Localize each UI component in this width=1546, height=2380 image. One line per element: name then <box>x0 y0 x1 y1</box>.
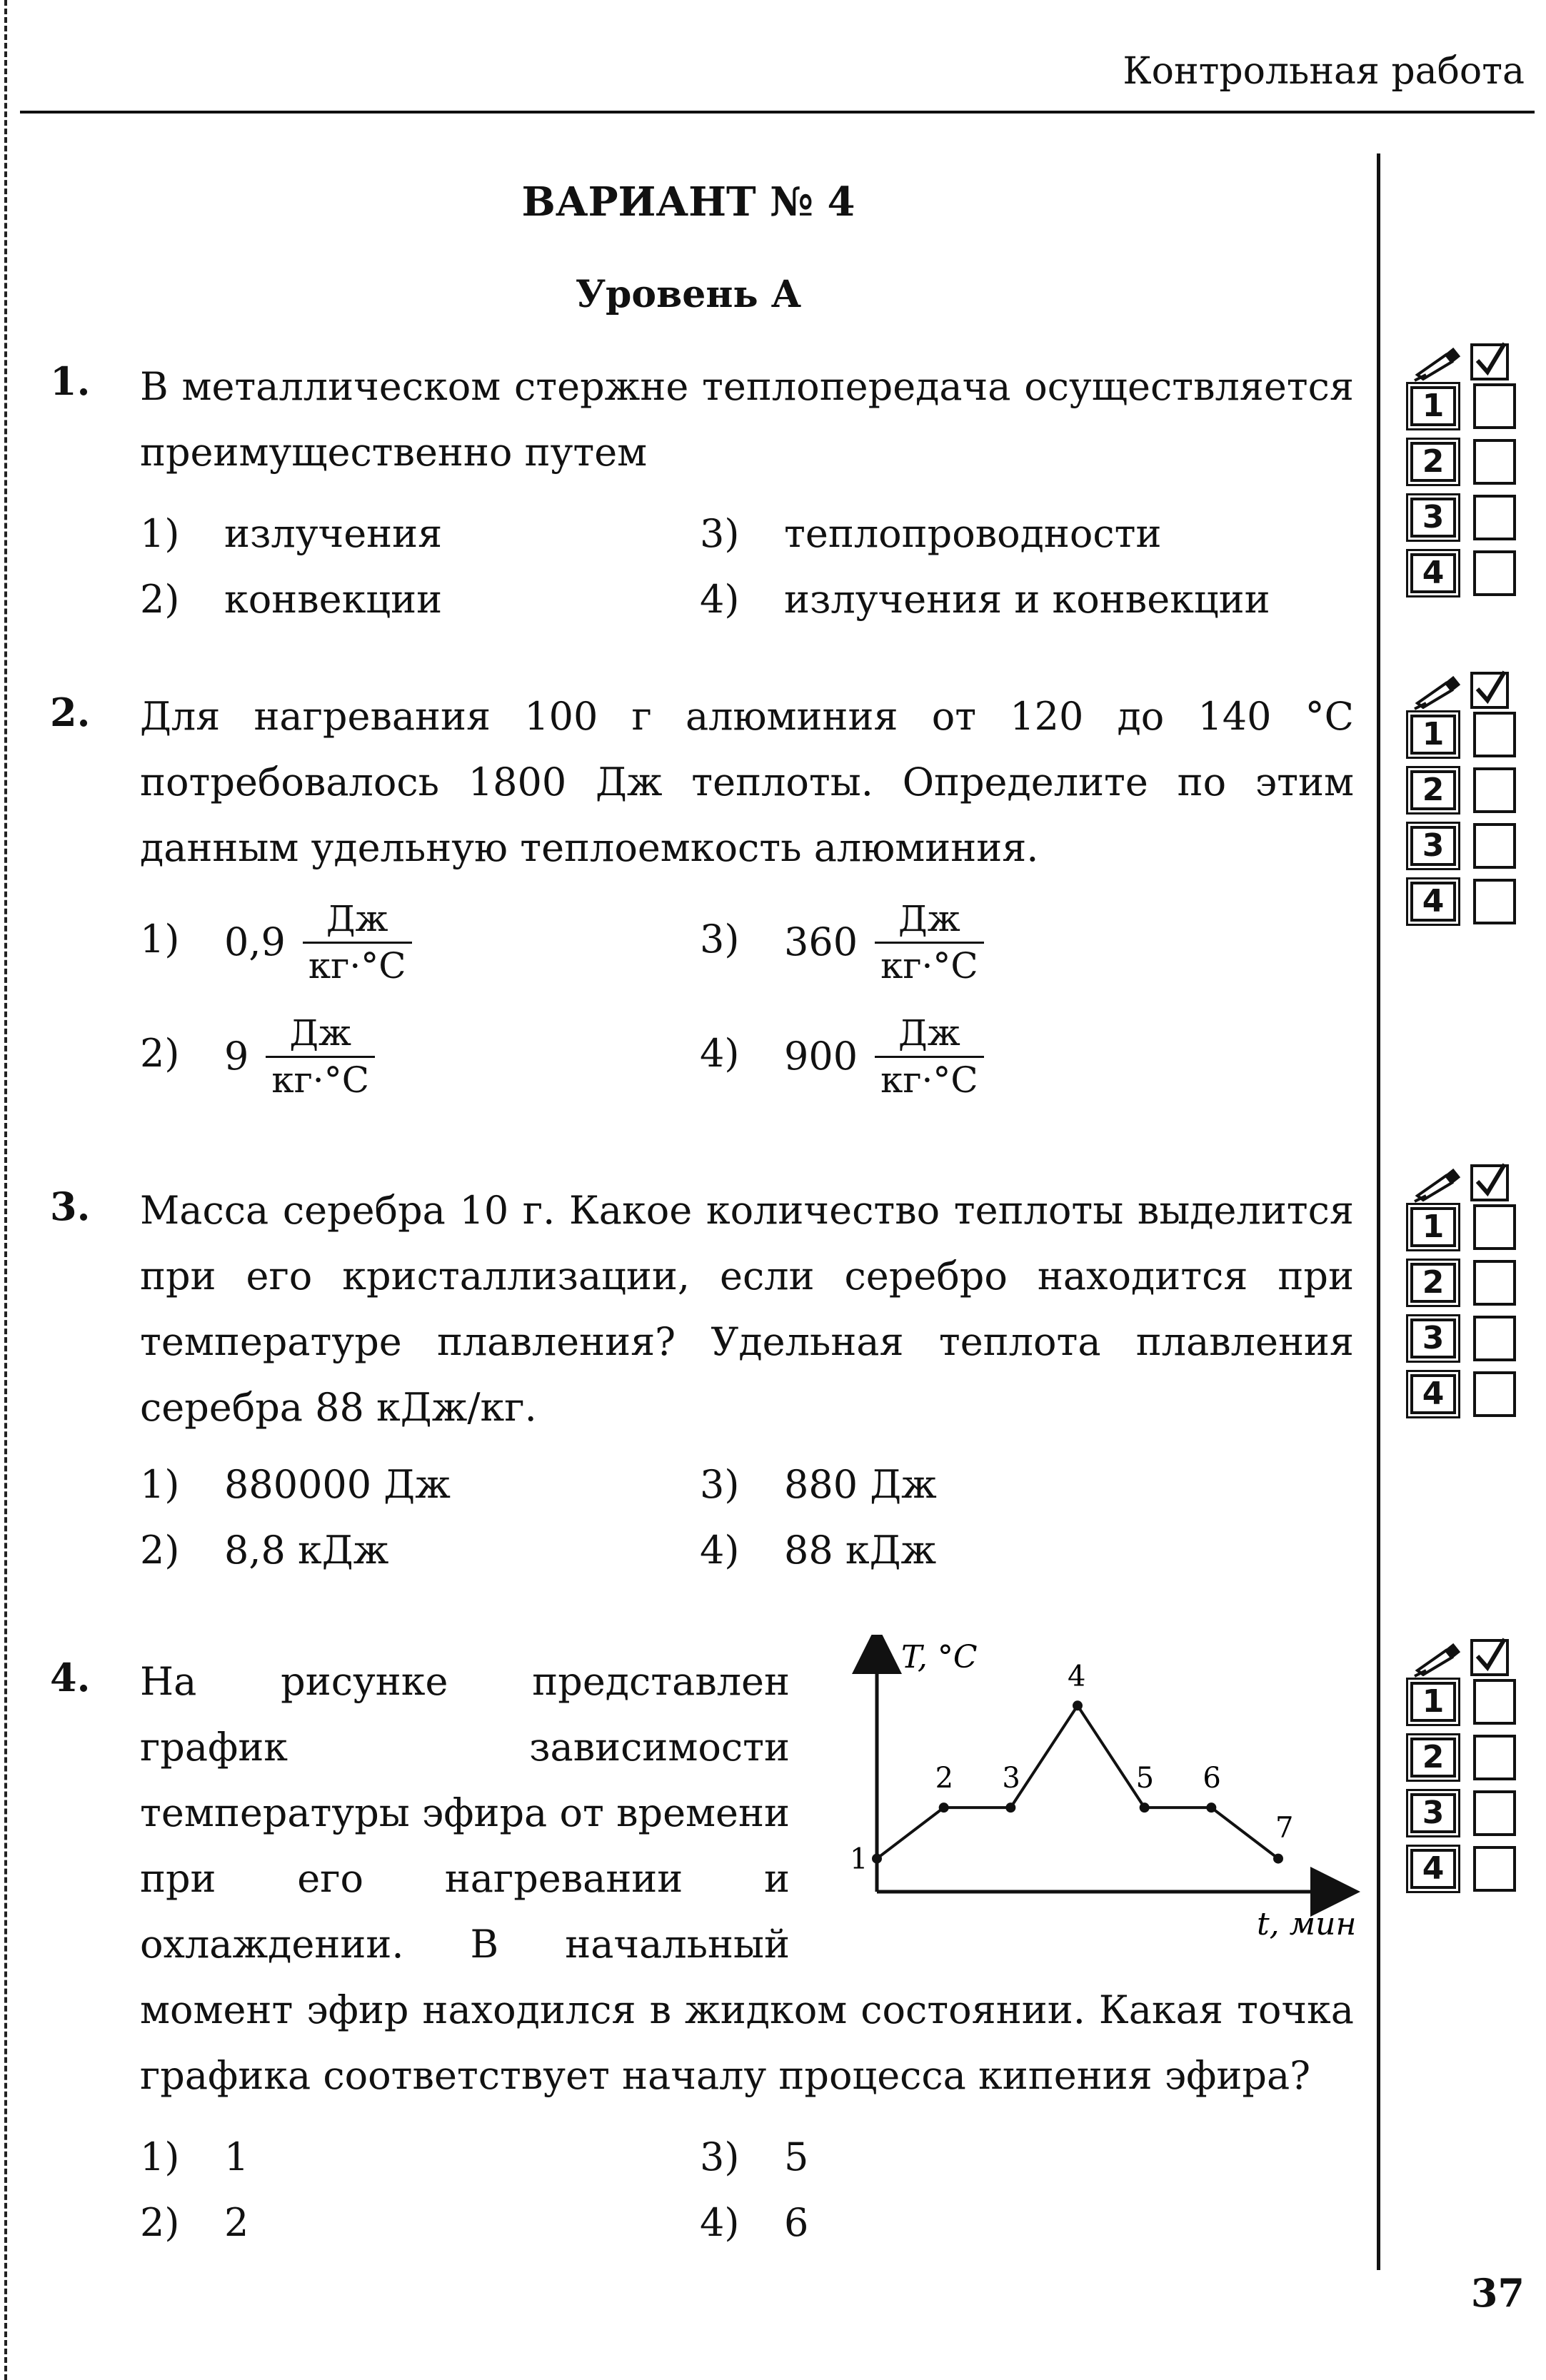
answer-checkbox[interactable] <box>1473 1204 1516 1250</box>
answer-header-icons <box>1410 1160 1525 1207</box>
unit-fraction: $\frac{Дж}{кг\cdot^\circ С}$ <box>875 1010 984 1102</box>
answer-checkbox[interactable] <box>1473 879 1516 924</box>
pen-icon <box>1415 1645 1459 1676</box>
answer-checkbox[interactable] <box>1473 495 1516 540</box>
answer-option-row <box>1410 826 1525 882</box>
question-3-option-4: 4) 88 кДж <box>700 1528 937 1573</box>
question-4-option-3: 3) 5 <box>700 2134 809 2179</box>
answer-number-box: 2 <box>1410 1263 1456 1303</box>
answer-number-box: 1 <box>1410 715 1456 755</box>
answer-checkbox[interactable] <box>1473 1846 1516 1892</box>
answer-option-row <box>1410 498 1525 553</box>
answer-column-divider <box>1377 153 1380 2270</box>
answer-option-row <box>1410 1682 1525 1738</box>
answer-option-row <box>1410 553 1525 609</box>
graph-point-label-5: 5 <box>1135 1762 1155 1795</box>
answer-header-icons <box>1410 1635 1525 1682</box>
checkbox-check-icon <box>1472 672 1507 707</box>
question-2-option-4: 4) 900 $\frac{Дж}{кг\cdot^\circ С}$ <box>700 1010 984 1102</box>
answer-block-q3 <box>1410 1160 1525 1430</box>
running-header: Контрольная работа <box>1123 50 1525 93</box>
question-4-option-1: 1) 1 <box>140 2134 249 2179</box>
unit-fraction: $\frac{Дж}{кг\cdot^\circ С}$ <box>266 1010 375 1102</box>
graph-point-label-7: 7 <box>1275 1811 1294 1845</box>
y-axis-label: T, °C <box>901 1639 978 1675</box>
answer-number-box: 1 <box>1410 1682 1456 1722</box>
answer-option-row <box>1410 715 1525 770</box>
header-rule <box>20 111 1535 114</box>
answer-option-row <box>1410 1374 1525 1430</box>
answer-option-row <box>1410 1793 1525 1849</box>
level-title: Уровень А <box>575 273 802 316</box>
graph-point-label-1: 1 <box>850 1842 868 1876</box>
page-number: 37 <box>1470 2270 1525 2316</box>
graph-point-label-3: 3 <box>1002 1762 1020 1795</box>
question-3-option-1: 1) 880000 Дж <box>140 1462 451 1507</box>
answer-checkbox[interactable] <box>1473 712 1516 757</box>
answer-checkbox[interactable] <box>1473 767 1516 813</box>
answer-number-box: 3 <box>1410 1793 1456 1833</box>
question-1-number: 1. <box>50 358 91 404</box>
graph-point-6 <box>1206 1802 1216 1812</box>
question-4-option-2: 2) 2 <box>140 2200 249 2245</box>
left-cut-line <box>4 0 7 2380</box>
graph-point-2 <box>939 1802 949 1812</box>
answer-number-box: 4 <box>1410 1849 1456 1889</box>
answer-number-box: 3 <box>1410 1318 1456 1358</box>
answer-number-box: 2 <box>1410 770 1456 810</box>
answer-option-row <box>1410 1207 1525 1263</box>
question-1-text: В металлическом стержне теплопередача осуществляется преимущественно путем <box>140 364 1354 475</box>
answer-checkbox[interactable] <box>1473 1316 1516 1361</box>
question-2-number: 2. <box>50 690 91 735</box>
question-4-text: На рисунке представлен график зависимости температуры эфира от времени при его нагревании и охлаждении. В начальный момент эфир находился в жидком состоянии. Какая точка графика соответствует началу процесса кипения эфира? <box>140 1649 1354 2109</box>
answer-block-q2 <box>1410 667 1525 937</box>
question-1-option-1: 1) излучения <box>140 511 443 556</box>
unit-fraction: $\frac{Дж}{кг\cdot^\circ С}$ <box>875 896 984 988</box>
answer-number-box: 4 <box>1410 882 1456 922</box>
pen-icon <box>1415 349 1459 380</box>
unit-fraction: $\frac{Дж}{кг\cdot^\circ С}$ <box>303 896 412 988</box>
answer-checkbox[interactable] <box>1473 1371 1516 1417</box>
answer-checkbox[interactable] <box>1473 439 1516 485</box>
question-3-option-2: 2) 8,8 кДж <box>140 1528 389 1573</box>
answer-checkbox[interactable] <box>1473 823 1516 869</box>
answer-checkbox[interactable] <box>1473 550 1516 596</box>
question-1-option-3: 3) теплопроводности <box>700 511 1162 556</box>
graph-point-label-6: 6 <box>1203 1762 1221 1795</box>
answer-number-box: 3 <box>1410 498 1456 538</box>
question-3-number: 3. <box>50 1184 91 1229</box>
answer-number-box: 4 <box>1410 1374 1456 1414</box>
answer-number-box: 1 <box>1410 1207 1456 1247</box>
graph-point-label-4: 4 <box>1068 1660 1086 1693</box>
answer-checkbox[interactable] <box>1473 1735 1516 1780</box>
checkbox-check-icon <box>1472 343 1507 379</box>
question-2-text: Для нагревания 100 г алюминия от 120 до 140 °С потребовалось 1800 Дж теплоты. Определите по этим данным удельную теплоемкость алюминия. <box>140 694 1354 870</box>
answer-option-row <box>1410 882 1525 937</box>
graph-point-1 <box>872 1854 882 1864</box>
graph-point-label-2: 2 <box>935 1762 954 1795</box>
question-1-option-4: 4) излучения и конвекции <box>700 577 1270 622</box>
answer-option-row <box>1410 1738 1525 1793</box>
question-4-option-4: 4) 6 <box>700 2200 809 2245</box>
checkbox-check-icon <box>1472 1639 1507 1675</box>
answer-checkbox[interactable] <box>1473 383 1516 429</box>
variant-title: ВАРИАНТ № 4 <box>521 178 855 226</box>
graph-point-5 <box>1140 1802 1150 1812</box>
answer-checkbox[interactable] <box>1473 1260 1516 1306</box>
answer-option-row <box>1410 442 1525 498</box>
question-1-option-2: 2) конвекции <box>140 577 443 622</box>
graph-point-4 <box>1073 1700 1083 1710</box>
temperature-time-graph <box>821 1635 1364 1942</box>
answer-option-row <box>1410 770 1525 826</box>
question-2-option-1: 1) 0,9 $\frac{Дж}{кг\cdot^\circ С}$ <box>140 896 412 988</box>
answer-number-box: 2 <box>1410 1738 1456 1778</box>
answer-number-box: 3 <box>1410 826 1456 866</box>
pen-icon <box>1415 1170 1459 1201</box>
graph-point-7 <box>1273 1854 1283 1864</box>
answer-block-q1 <box>1410 339 1525 609</box>
pen-icon <box>1415 677 1459 709</box>
answer-number-box: 2 <box>1410 442 1456 482</box>
answer-number-box: 4 <box>1410 553 1456 593</box>
question-3-text: Масса серебра 10 г. Какое количество теплоты выделится при его кристаллизации, если серебро находится при температуре плавления? Удельная теплота плавления серебра 88 кДж/кг. <box>140 1188 1354 1430</box>
answer-option-row <box>1410 386 1525 442</box>
graph-point-3 <box>1005 1802 1015 1812</box>
x-axis-label: t, мин <box>1257 1906 1357 1942</box>
question-2-option-2: 2) 9 $\frac{Дж}{кг\cdot^\circ С}$ <box>140 1010 375 1102</box>
answer-checkbox[interactable] <box>1473 1679 1516 1725</box>
answer-block-q4 <box>1410 1635 1525 1905</box>
question-2-option-3: 3) 360 $\frac{Дж}{кг\cdot^\circ С}$ <box>700 896 984 988</box>
answer-option-row <box>1410 1263 1525 1318</box>
question-4-number: 4. <box>50 1655 91 1700</box>
checkbox-check-icon <box>1472 1164 1507 1200</box>
answer-header-icons <box>1410 667 1525 715</box>
answer-checkbox[interactable] <box>1473 1790 1516 1836</box>
answer-option-row <box>1410 1318 1525 1374</box>
answer-header-icons <box>1410 339 1525 386</box>
question-3-option-3: 3) 880 Дж <box>700 1462 937 1507</box>
answer-option-row <box>1410 1849 1525 1905</box>
answer-number-box: 1 <box>1410 386 1456 426</box>
